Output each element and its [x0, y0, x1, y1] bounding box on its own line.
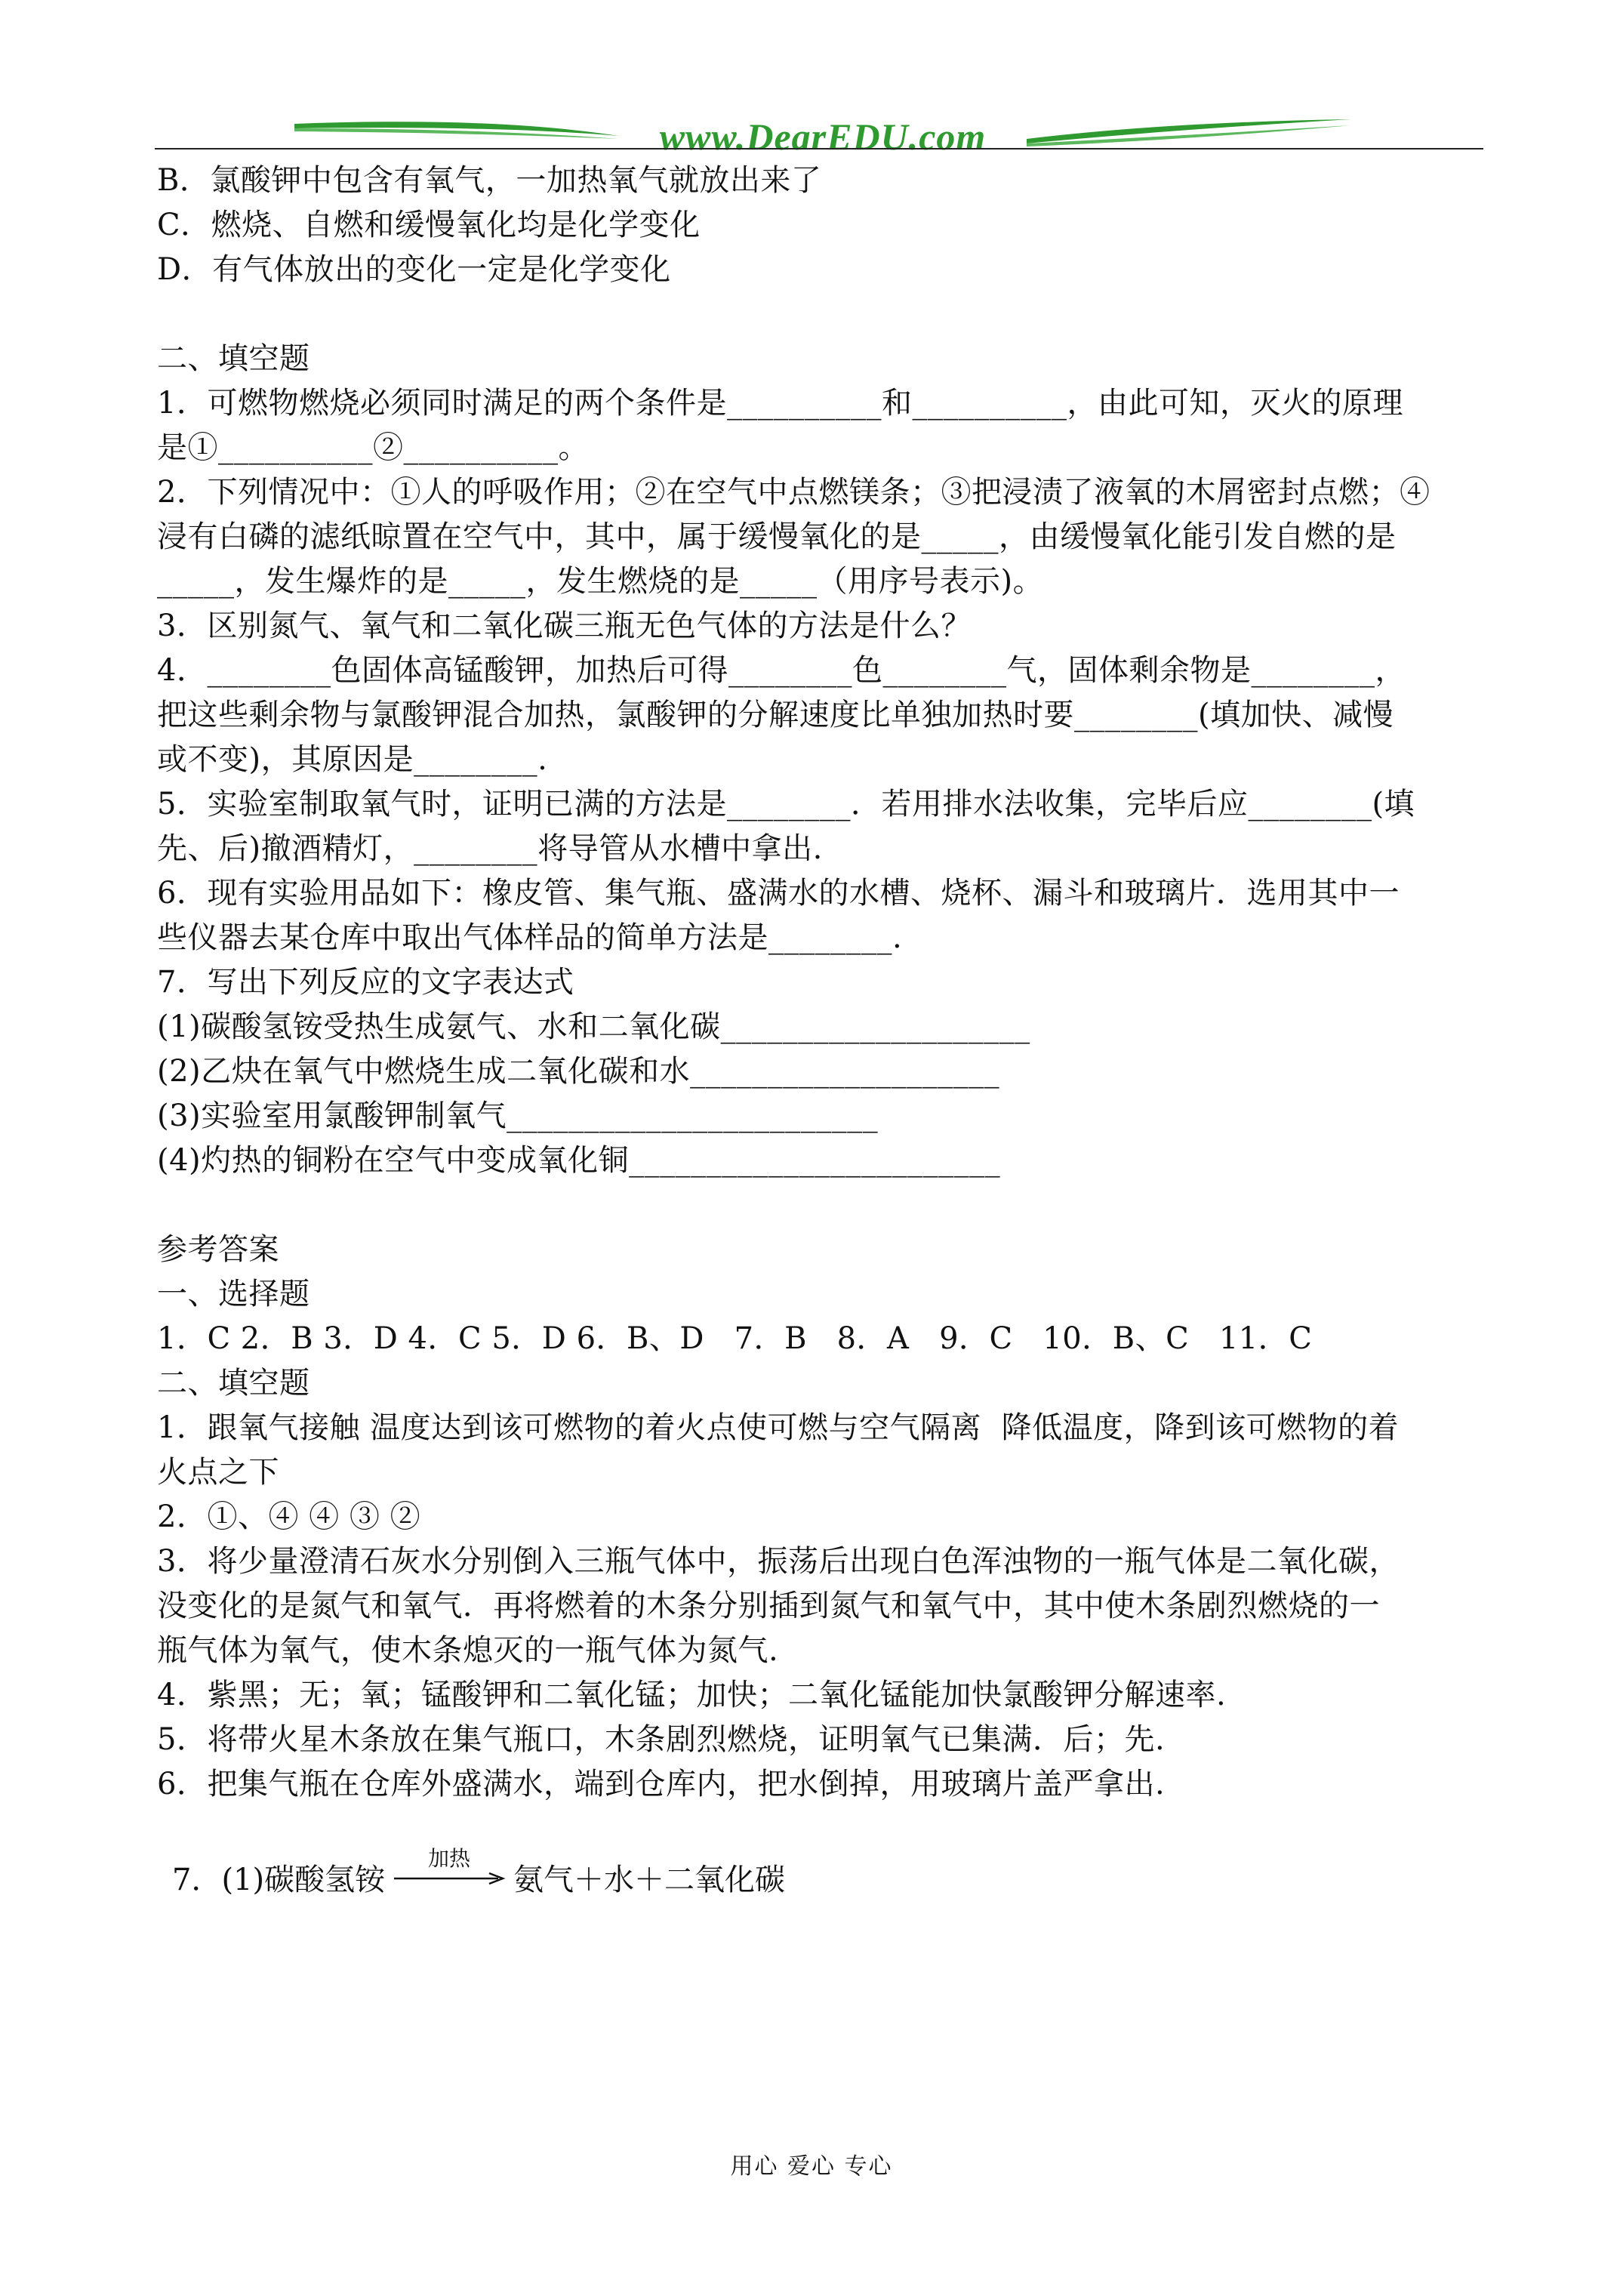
- equation-products: 氨气＋水＋二氧化碳: [513, 1863, 785, 1897]
- header-divider: [155, 148, 1483, 149]
- site-logo-text: www.DearEDU.com: [659, 116, 987, 158]
- reaction-arrow: [393, 1842, 506, 1895]
- answer-3-line-2: 没变化的是氮气和氧气．再将燃着的木条分别插到氮气和氧气中，其中使木条剧烈燃烧的一: [157, 1589, 1380, 1623]
- answer-6: 6．把集气瓶在仓库外盛满水，端到仓库内，把水倒掉，用玻璃片盖严拿出.: [157, 1767, 1166, 1801]
- answer-1-line-2: 火点之下: [157, 1455, 279, 1490]
- option-d: D．有气体放出的变化一定是化学变化: [157, 252, 671, 287]
- answer-7-equation: [172, 1842, 927, 1903]
- arrow-icon: [393, 1871, 506, 1886]
- question-7-part-2: (2)乙炔在氧气中燃烧生成二氧化碳和水____________________: [157, 1054, 1000, 1089]
- question-1-line-1: 1．可燃物燃烧必须同时满足的两个条件是__________和__________，由此可知，灭火的原理: [157, 386, 1403, 421]
- question-7: 7．写出下列反应的文字表达式: [157, 965, 574, 1000]
- spacer: [157, 292, 1493, 337]
- equation-reactant: 7．(1)碳酸氢铵: [172, 1863, 386, 1897]
- answer-multiple-choice-list: 1．C 2．B 3．D 4．C 5．D 6．B、D 7．B 8．A 9．C 10．B、C 11．C: [157, 1321, 1313, 1356]
- answer-section-fill-blank: 二、填空题: [157, 1366, 310, 1401]
- reaction-condition: 加热: [427, 1846, 470, 1871]
- answer-3-line-3: 瓶气体为氧气，使木条熄灭的一瓶气体为氮气.: [157, 1633, 779, 1668]
- answer-section-multiple-choice: 一、选择题: [157, 1277, 310, 1311]
- question-2-line-3: _____，发生爆炸的是_____，发生燃烧的是_____（用序号表示)。: [157, 564, 1044, 599]
- page-footer: 用心 爱心 专心: [730, 2153, 893, 2180]
- question-1-line-2: 是①__________②__________。: [157, 430, 589, 465]
- question-5-line-2: 先、后)撤酒精灯，________将导管从水槽中拿出.: [157, 831, 823, 866]
- answer-1-line-1: 1．跟氧气接触 温度达到该可燃物的着火点使可燃与空气隔离 降低温度，降到该可燃物的着: [157, 1410, 1400, 1445]
- spacer: [157, 1183, 1493, 1228]
- site-banner: [294, 113, 1351, 159]
- answer-5: 5．将带火星木条放在集气瓶口，木条剧烈燃烧，证明氧气已集满．后；先.: [157, 1722, 1166, 1757]
- answer-4: 4．紫黑；无；氧；锰酸钾和二氧化锰；加快；二氧化锰能加快氯酸钾分解速率.: [157, 1678, 1227, 1712]
- question-2-line-2: 浸有白磷的滤纸晾置在空气中，其中，属于缓慢氧化的是_____，由缓慢氧化能引发自燃的是: [157, 519, 1397, 554]
- question-4-line-1: 4．________色固体高锰酸钾，加热后可得________色________气，固体剩余物是________，: [157, 653, 1406, 688]
- question-3: 3．区别氮气、氧气和二氧化碳三瓶无色气体的方法是什么？: [157, 609, 972, 643]
- option-c: C．燃烧、自燃和缓慢氧化均是化学变化: [157, 208, 701, 242]
- question-6-line-1: 6．现有实验用品如下：橡皮管、集气瓶、盛满水的水槽、烧杯、漏斗和玻璃片．选用其中一: [157, 876, 1400, 911]
- question-7-part-3: (3)实验室用氯酸钾制氧气________________________: [157, 1099, 879, 1133]
- question-7-part-1: (1)碳酸氢铵受热生成氨气、水和二氧化碳____________________: [157, 1009, 1030, 1044]
- answer-2: 2．①、④ ④ ③ ②: [157, 1499, 421, 1534]
- answer-key-heading: 参考答案: [157, 1232, 279, 1267]
- question-6-line-2: 些仪器去某仓库中取出气体样品的简单方法是________.: [157, 920, 903, 955]
- document-body: [157, 159, 1493, 1807]
- question-5-line-1: 5．实验室制取氧气时，证明已满的方法是________．若用排水法收集，完毕后应________(填: [157, 787, 1415, 821]
- answer-3-line-1: 3．将少量澄清石灰水分别倒入三瓶气体中，振荡后出现白色浑浊物的一瓶气体是二氧化碳，: [157, 1544, 1400, 1579]
- section-heading-fill-blank: 二、填空题: [157, 341, 310, 376]
- question-2-line-1: 2．下列情况中：①人的呼吸作用；②在空气中点燃镁条；③把浸渍了液氧的木屑密封点燃；④: [157, 475, 1431, 510]
- option-b: B．氯酸钾中包含有氧气，一加热氧气就放出来了: [157, 163, 822, 198]
- question-7-part-4: (4)灼热的铜粉在空气中变成氧化铜________________________: [157, 1143, 1001, 1178]
- question-4-line-3: 或不变)，其原因是________.: [157, 742, 548, 777]
- question-4-line-2: 把这些剩余物与氯酸钾混合加热，氯酸钾的分解速度比单独加热时要________(填加快、减慢: [157, 698, 1394, 732]
